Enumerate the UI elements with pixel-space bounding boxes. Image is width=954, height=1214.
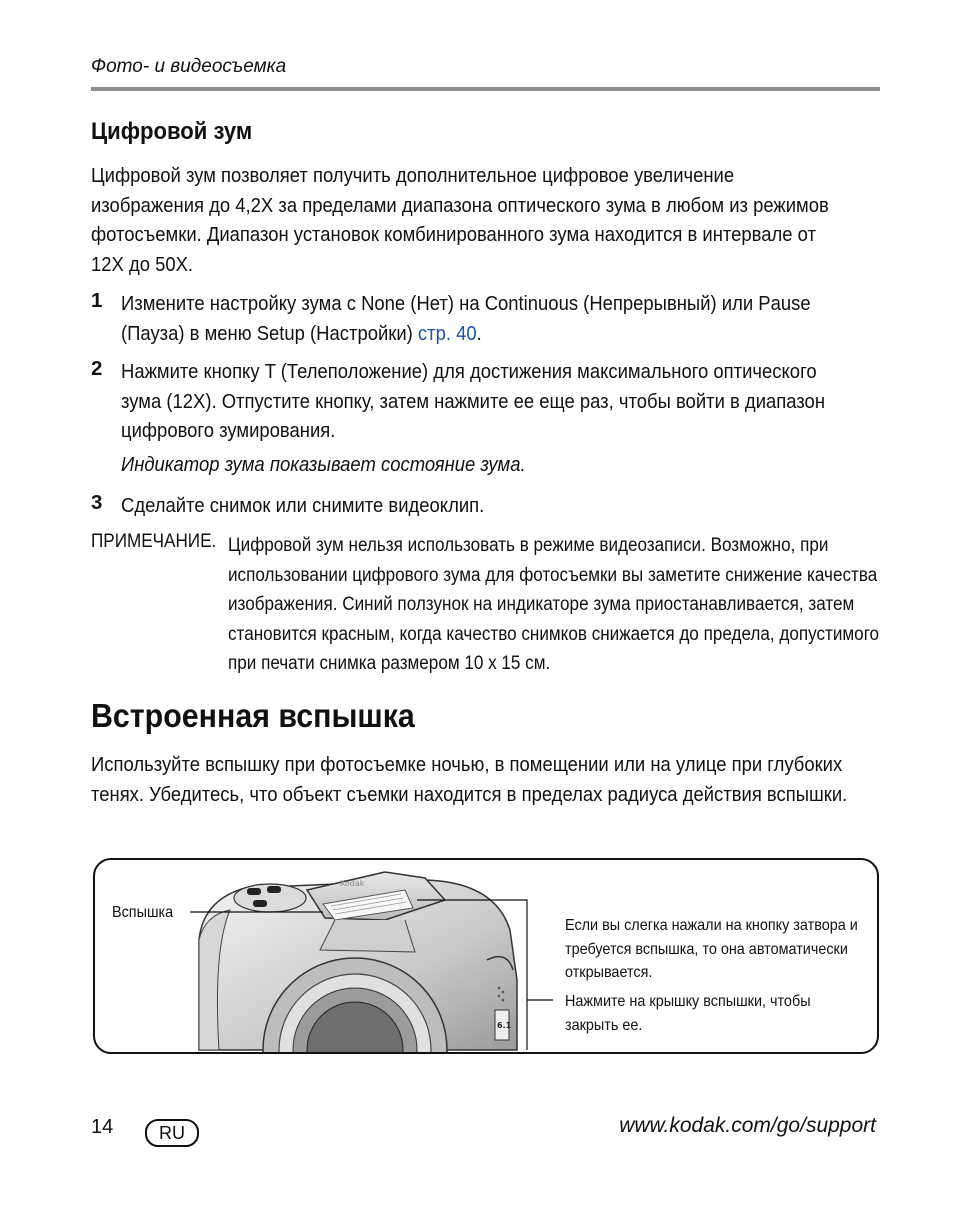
camera-brand-mark: Kodak bbox=[340, 879, 365, 888]
step-text bbox=[121, 289, 850, 348]
section-heading-flash: Встроенная вспышка bbox=[91, 697, 415, 734]
step-text: Нажмите кнопку T (Телеположение) для достижения максимального оптического зума (12X). Отпустите кнопку, затем нажмите ее еще раз, чтобы войти в диапазон цифрового зумирования. bbox=[121, 360, 826, 442]
digital-zoom-intro: Цифровой зум позволяет получить дополнительное цифровое увеличение изображения до 4,2X за пределами диапазона оптического зума в любом из режимов фотосъемки. Диапазон установок комбинированного зума находится в интервале от 12X до 50X. bbox=[91, 164, 829, 276]
megapixel-badge: 6.1 bbox=[497, 1021, 512, 1030]
page-number: 14 bbox=[91, 1116, 114, 1138]
note-text: Цифровой зум нельзя использовать в режиме видеозаписи. Возможно, при использовании цифрового зума для фотосъемки вы заметите снижение качества изображения. Синий ползунок на индикаторе зума приостанавливается, затем становится красным, когда качество снимков снижается до предела, допустимого при печати снимка размером 10 x 15 см. bbox=[228, 535, 880, 674]
flash-open-caption: Если вы слегка нажали на кнопку затвора и требуется вспышка, то она автоматически открывается. bbox=[565, 917, 858, 981]
note-label: ПРИМЕЧАНИЕ. bbox=[91, 531, 217, 552]
section-heading-digital-zoom: Цифровой зум bbox=[91, 118, 253, 145]
language-badge: RU bbox=[145, 1119, 199, 1147]
step-number: 3 bbox=[91, 491, 103, 514]
support-url-link[interactable]: www.kodak.com/go/support bbox=[619, 1114, 876, 1137]
step-text-end: . bbox=[476, 321, 482, 345]
flash-label: Вспышка bbox=[112, 904, 174, 921]
flash-intro: Используйте вспышку при фотосъемке ночью, в помещении или на улице при глубоких тенях. Убедитесь, что объект съемки находится в пределах радиуса действия вспышки. bbox=[91, 753, 848, 806]
header-rule bbox=[91, 87, 880, 91]
flash-close-caption: Нажмите на крышку вспышки, чтобы закрыть ее. bbox=[565, 993, 811, 1034]
page-link[interactable]: стр. 40 bbox=[417, 321, 477, 345]
step-text: Сделайте снимок или снимите видеоклип. bbox=[121, 494, 485, 517]
step-text-body: Измените настройку зума с None (Нет) на Continuous (Непрерывный) или Pause (Пауза) в меню Setup (Настройки) bbox=[121, 292, 811, 345]
step-number: 2 bbox=[91, 357, 103, 380]
step-number: 1 bbox=[91, 289, 103, 312]
flash-figure bbox=[93, 858, 879, 1054]
zoom-indicator-note: Индикатор зума показывает состояние зума. bbox=[121, 453, 526, 476]
running-header: Фото- и видеосъемка bbox=[91, 56, 287, 77]
